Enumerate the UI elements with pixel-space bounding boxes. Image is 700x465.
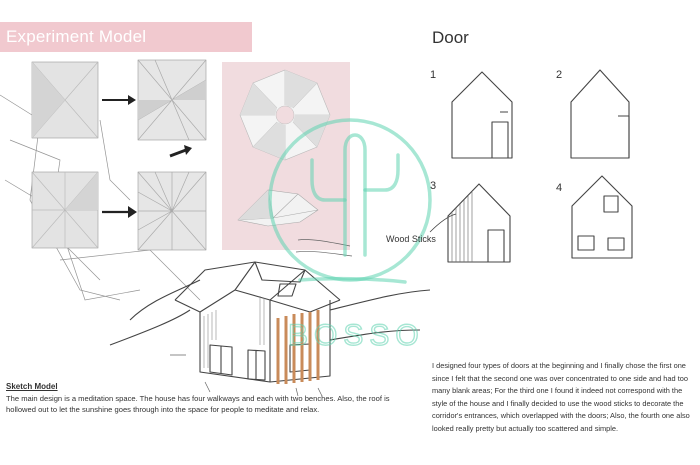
page-title: Experiment Model (6, 27, 147, 46)
paper-model-flat (238, 190, 318, 226)
door-sketch-3-wood (452, 192, 472, 262)
door-number-2: 2 (556, 69, 563, 81)
house-shading (204, 296, 264, 368)
door-heading: Door (432, 28, 469, 47)
door-description: I designed four types of doors at the beginning and I finally chose the first one since I felt that the second one was over concentrated to one side and had too many blank areas; For the third one I found it indeed not correspond with the style of the house and I finally decided to use the wood sticks to decorate the corridor's entrances, which overlapped with the doors; Also, the fourth one also looked really pretty but actually too scattered and simple. (432, 361, 690, 433)
arrow-icon (170, 145, 192, 156)
wood-sticks-label: Wood Sticks (386, 234, 436, 244)
arrow-icon (102, 206, 137, 218)
sketch-model-description: The main design is a meditation space. The house has four walkways and each with two benches. Also, the roof is hollowed out to let the sunshine goes through into the space for people to meditate and relax. (6, 394, 390, 414)
door-number-1: 1 (430, 69, 437, 81)
origami-folded-2 (138, 60, 206, 140)
door-sketch-2 (571, 70, 629, 158)
arrow-icon (102, 95, 136, 105)
origami-square-1 (32, 62, 98, 138)
door-sketch-3 (448, 184, 510, 262)
paper-roof-model (240, 70, 330, 160)
door-number-3: 3 (430, 180, 437, 192)
origami-folded-4 (138, 172, 206, 250)
sketch-model-heading: Sketch Model (6, 382, 58, 391)
door-sketch-4 (572, 176, 632, 258)
door-number-4: 4 (556, 182, 563, 194)
door-sketch-1 (452, 72, 512, 158)
watermark-text: BOSSO (288, 319, 425, 352)
origami-square-3 (32, 172, 98, 248)
